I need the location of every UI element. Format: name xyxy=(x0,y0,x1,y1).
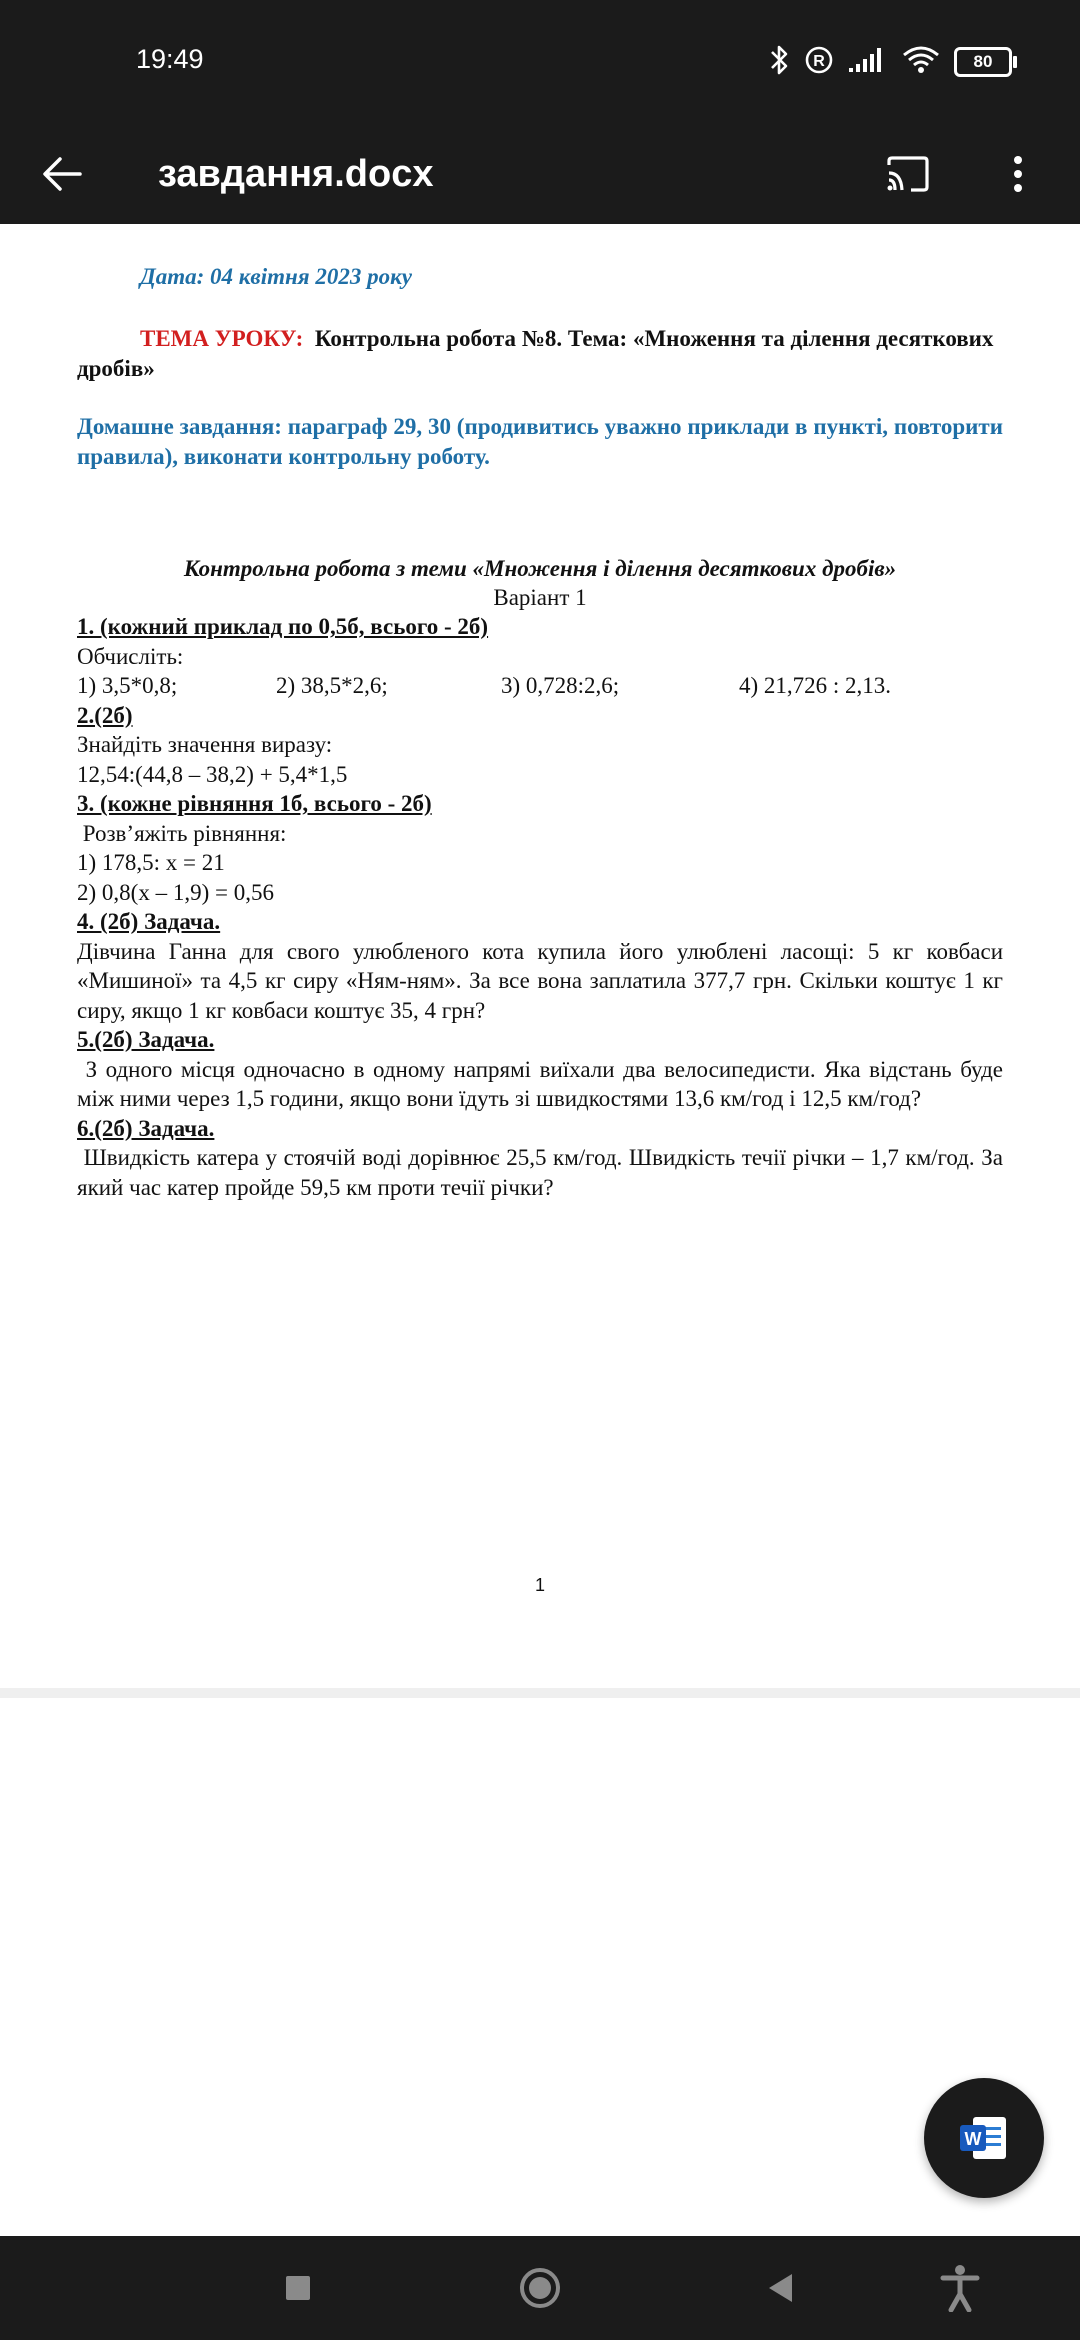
svg-text:W: W xyxy=(964,2129,982,2149)
q2-expression: 12,54:(44,8 – 38,2) + 5,4*1,5 xyxy=(77,761,348,787)
status-bar xyxy=(0,0,1080,124)
q3-equation-1: 1) 178,5: x = 21 xyxy=(77,850,225,875)
variant: Варіант 1 xyxy=(493,585,587,610)
q4-text: Дівчина Ганна для свого улюбленого кота купила його улюблені ласощі: 5 кг ковбаси «Мишиної» та 4,5 кг сиру «Ням-ням». За все вона заплатила 377,7 грн. Скільки коштує 1 кг сиру, якщо 1 кг ковбаси коштує 35, 4 грн? xyxy=(77,938,1003,1023)
back-arrow-icon[interactable] xyxy=(30,142,94,206)
home-circle-icon[interactable] xyxy=(514,2262,566,2314)
q2-heading: 2.(2б) xyxy=(77,702,133,728)
q1-heading: 1. (кожний приклад по 0,5б, всього - 2б) xyxy=(77,614,489,639)
lesson-date: Дата: 04 квітня 2023 року xyxy=(140,264,412,289)
navigation-bar xyxy=(0,2236,1080,2340)
q1-instruction: Обчисліть: xyxy=(77,643,184,669)
topic-label: ТЕМА УРОКУ: xyxy=(140,326,304,351)
open-in-word-button[interactable] xyxy=(924,2078,1044,2198)
page-number: 1 xyxy=(534,1575,545,1595)
cast-icon[interactable] xyxy=(876,142,940,206)
q3-instruction: Розв’яжіть рівняння: xyxy=(82,820,287,846)
document-page[interactable] xyxy=(0,224,1080,1688)
q6-text: Швидкість катера у стоячій воді дорівнює 25,5 км/год. Швидкість течії річки – 1,7 км/год. За який час катер пройде 59,5 км проти течії річки? xyxy=(77,1145,1003,1200)
homework: Домашне завдання: параграф 29, 30 (продивитись уважно приклади в пункті, повторити правила), виконати контрольну роботу. xyxy=(77,414,1003,469)
q1-example: 2) 38,5*2,6; xyxy=(276,673,388,698)
q1-example: 4) 21,726 : 2,13. xyxy=(739,673,892,698)
app-bar xyxy=(0,124,1080,224)
q1-example: 3) 0,728:2,6; xyxy=(501,673,620,698)
status-icons xyxy=(768,42,1012,82)
page-separator xyxy=(0,1688,1080,1698)
battery-icon: 80 xyxy=(954,47,1012,77)
signal-icon xyxy=(848,46,888,79)
lesson-topic xyxy=(77,324,1003,384)
back-triangle-icon[interactable] xyxy=(754,2262,806,2314)
test-title: Контрольна робота з теми «Множення і ділення десяткових дробів» xyxy=(183,556,897,581)
q1-example: 1) 3,5*0,8; xyxy=(77,673,178,698)
q3-heading: 3. (кожне рівняння 1б, всього - 2б) xyxy=(77,791,432,816)
q4-heading: 4. (2б) Задача. xyxy=(77,909,221,934)
recents-square-icon[interactable] xyxy=(272,2262,324,2314)
q5-text: З одного місця одночасно в одному напрямі виїхали два велосипедисти. Яка відстань буде між ними через 1,5 години, якщо вони їдуть зі швидкостями 13,6 км/год і 12,5 км/год? xyxy=(77,1056,1003,1111)
wifi-icon xyxy=(902,45,940,80)
status-time: 19:49 xyxy=(136,44,204,74)
document-content xyxy=(77,262,1003,1202)
svg-text:R: R xyxy=(813,52,825,70)
document-title: завдання.docx xyxy=(158,153,434,195)
topic-text: Контрольна робота №8. Тема: «Множення та ділення десяткових дробів» xyxy=(77,326,994,381)
more-options-icon[interactable] xyxy=(986,142,1050,206)
accessibility-icon[interactable] xyxy=(934,2262,986,2314)
q1-examples xyxy=(77,671,1003,701)
registered-icon xyxy=(804,45,834,80)
q5-heading: 5.(2б) Задача. xyxy=(77,1027,215,1052)
q3-equation-2: 2) 0,8(x – 1,9) = 0,56 xyxy=(77,879,274,905)
q6-heading: 6.(2б) Задача. xyxy=(77,1115,215,1141)
q2-instruction: Знайдіть значення виразу: xyxy=(77,732,333,757)
word-icon xyxy=(957,2114,1011,2162)
bluetooth-icon xyxy=(768,43,790,82)
